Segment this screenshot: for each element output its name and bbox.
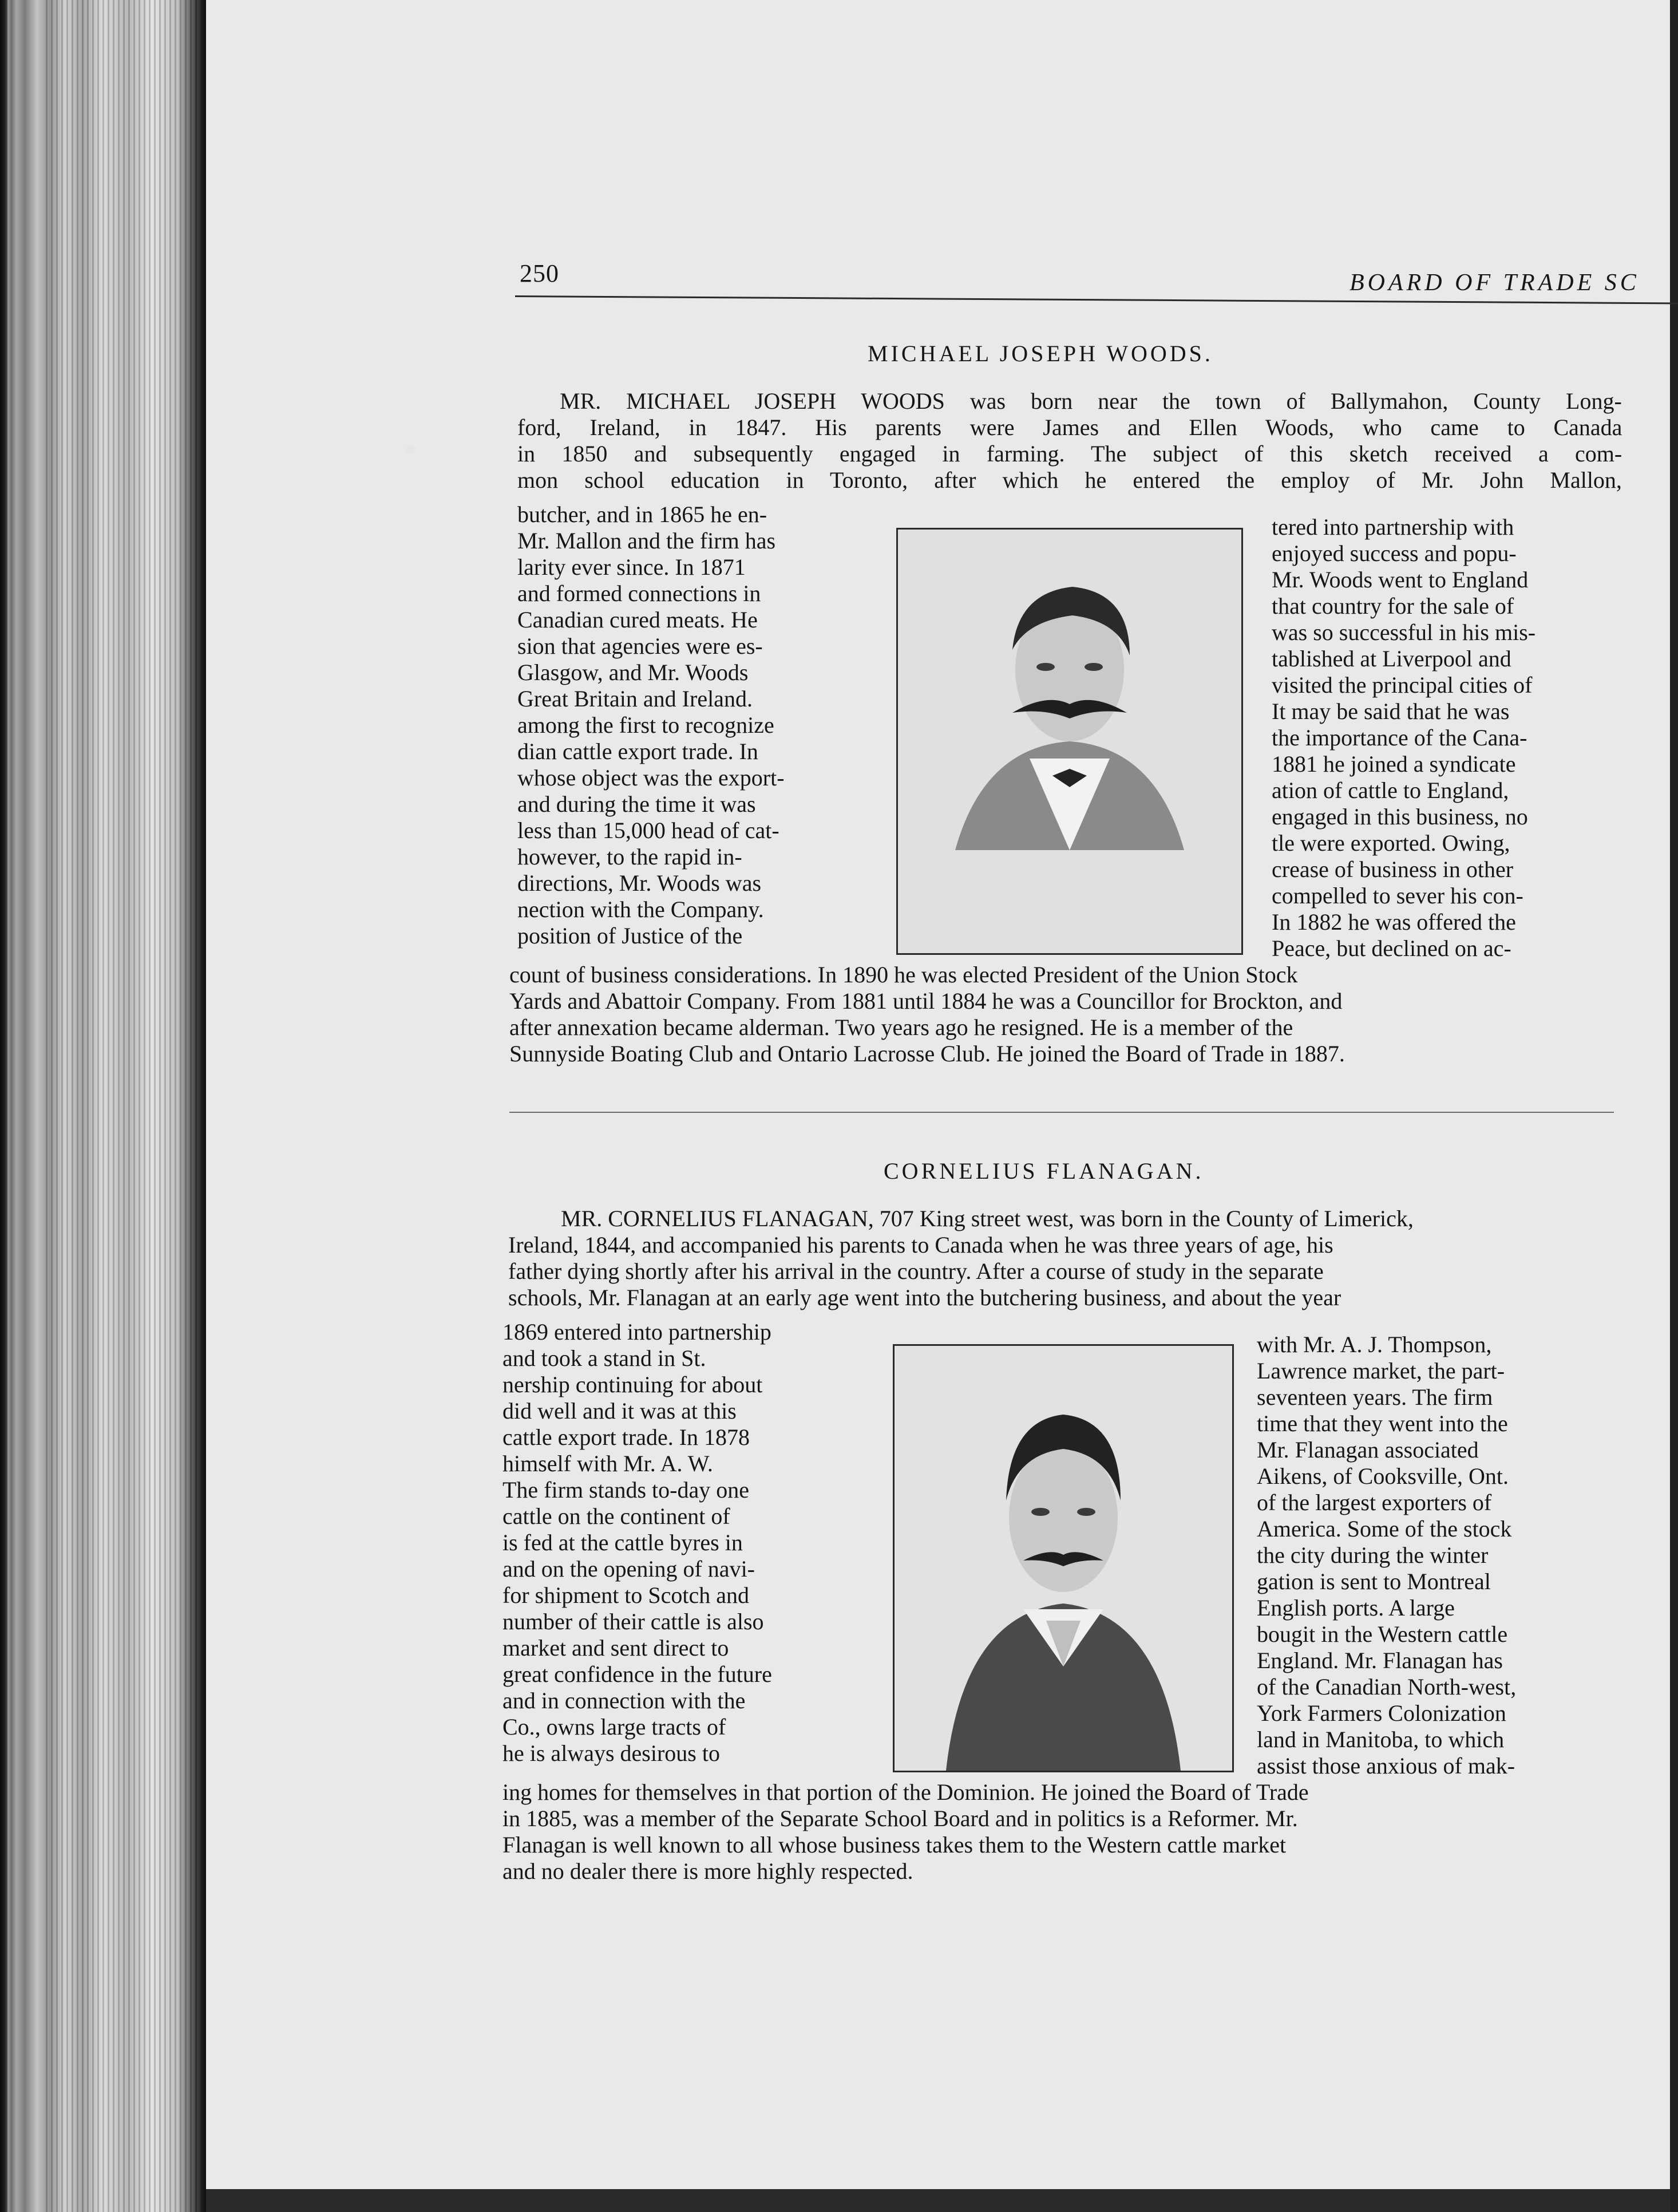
text-line: nection with the Company. <box>517 896 764 922</box>
text-line: in 1850 and subsequently engaged in farming. The subject of this sketch received a com- <box>517 441 1622 467</box>
text-line: Mr. Woods went to England <box>1272 567 1529 592</box>
text-line: of the largest exporters of <box>1257 1490 1492 1515</box>
text-line: directions, Mr. Woods was <box>517 870 762 896</box>
text-line: in 1885, was a member of the Separate School Board and in politics is a Reformer. Mr. <box>502 1806 1298 1831</box>
text-line: The firm stands to-day one <box>502 1477 749 1503</box>
text-line: was so successful in his mis- <box>1272 619 1536 645</box>
text-line: ation of cattle to England, <box>1272 777 1509 803</box>
paper-blemish <box>405 445 415 453</box>
text-line: Canadian cured meats. He <box>517 607 758 633</box>
page-bottom-shadow <box>206 2189 1678 2212</box>
text-line: Sunnyside Boating Club and Ontario Lacrosse Club. He joined the Board of Trade in 1887. <box>509 1041 1345 1066</box>
text-line: tablished at Liverpool and <box>1272 646 1511 672</box>
text-line: land in Manitoba, to which <box>1257 1727 1505 1752</box>
text-line: visited the principal cities of <box>1272 672 1533 698</box>
text-line: time that they went into the <box>1257 1411 1508 1436</box>
text-line: schools, Mr. Flanagan at an early age went into the butchering business, and about the year <box>508 1285 1341 1310</box>
right-page-edge <box>1670 0 1678 2212</box>
text-line: Peace, but declined on ac- <box>1272 935 1511 961</box>
page-edges <box>46 0 200 2212</box>
text-line: Yards and Abattoir Company. From 1881 until 1884 he was a Councillor for Brockton, and <box>509 988 1343 1014</box>
text-line: ing homes for themselves in that portion of the Dominion. He joined the Board of Trade <box>502 1779 1309 1805</box>
text-line: Mr. Mallon and the firm has <box>517 528 776 554</box>
text-line: of the Canadian North-west, <box>1257 1674 1517 1700</box>
text-line: and took a stand in St. <box>502 1345 706 1371</box>
text-line: larity ever since. In 1871 <box>517 554 746 580</box>
text-line: engaged in this business, no <box>1272 804 1528 830</box>
text-line: he is always desirous to <box>502 1740 720 1766</box>
text-line: Great Britain and Ireland. <box>517 686 753 712</box>
text-line: and no dealer there is more highly respected. <box>502 1858 913 1884</box>
text-line: himself with Mr. A. W. <box>502 1451 713 1476</box>
text-line: that country for the sale of <box>1272 593 1514 619</box>
text-line: and on the opening of navi- <box>502 1556 755 1582</box>
text-line: market and sent direct to <box>502 1635 729 1661</box>
text-line: 1881 he joined a syndicate <box>1272 751 1516 777</box>
text-line: among the first to recognize <box>517 712 774 738</box>
text-line: York Farmers Colonization <box>1257 1700 1506 1726</box>
text-line: however, to the rapid in- <box>517 844 742 870</box>
section-divider <box>509 1112 1614 1113</box>
text-line: count of business considerations. In 1890 he was elected President of the Union Stock <box>509 962 1298 988</box>
text-line: for shipment to Scotch and <box>502 1582 750 1608</box>
text-line: Glasgow, and Mr. Woods <box>517 659 749 685</box>
text-line: Flanagan is well known to all whose business takes them to the Western cattle market <box>502 1832 1287 1858</box>
text-line: Aikens, of Cooksville, Ont. <box>1257 1463 1509 1489</box>
section-heading-flanagan: CORNELIUS FLANAGAN. <box>884 1158 1204 1184</box>
text-line: position of Justice of the <box>517 923 743 949</box>
text-line: and in connection with the <box>502 1688 746 1713</box>
text-line: ford, Ireland, in 1847. His parents were James and Ellen Woods, who came to Canada <box>517 414 1622 440</box>
text-line: father dying shortly after his arrival in the country. After a course of study in the separate <box>508 1258 1324 1284</box>
text-line: and formed connections in <box>517 580 761 606</box>
text-line: tle were exported. Owing, <box>1272 830 1510 856</box>
running-header: BOARD OF TRADE SC <box>1349 270 1640 296</box>
text-line: tered into partnership with <box>1272 514 1514 540</box>
text-line: gation is sent to Montreal <box>1257 1569 1491 1594</box>
text-line: is fed at the cattle byres in <box>502 1530 743 1555</box>
text-line: dian cattle export trade. In <box>517 738 758 764</box>
text-line: It may be said that he was <box>1272 698 1510 724</box>
text-line: crease of business in other <box>1272 856 1514 882</box>
text-line: MR. CORNELIUS FLANAGAN, 707 King street west, was born in the County of Limerick, <box>561 1206 1414 1231</box>
text-line: compelled to sever his con- <box>1272 883 1523 908</box>
page-number: 250 <box>520 259 559 287</box>
text-line: MR. MICHAEL JOSEPH WOODS was born near the town of Ballymahon, County Long- <box>560 388 1622 414</box>
section-heading-woods: MICHAEL JOSEPH WOODS. <box>868 341 1213 366</box>
text-line: with Mr. A. J. Thompson, <box>1257 1332 1492 1357</box>
text-line: America. Some of the stock <box>1257 1516 1512 1542</box>
book-page <box>206 0 1678 2212</box>
text-line: whose object was the export- <box>517 765 785 791</box>
text-line: cattle on the continent of <box>502 1503 730 1529</box>
text-line: number of their cattle is also <box>502 1609 764 1634</box>
text-line: great confidence in the future <box>502 1661 772 1687</box>
text-line: English ports. A large <box>1257 1595 1455 1621</box>
text-line: In 1882 he was offered the <box>1272 909 1516 935</box>
text-line: mon school education in Toronto, after which he entered the employ of Mr. John Mallon, <box>517 467 1622 493</box>
text-line: Lawrence market, the part- <box>1257 1358 1505 1384</box>
text-line: seventeen years. The firm <box>1257 1384 1493 1410</box>
text-line: the city during the winter <box>1257 1542 1489 1568</box>
text-line: England. Mr. Flanagan has <box>1257 1648 1503 1673</box>
text-line: Ireland, 1844, and accompanied his parents to Canada when he was three years of age, his <box>508 1232 1333 1258</box>
text-line: assist those anxious of mak- <box>1257 1753 1515 1779</box>
text-line: bougit in the Western cattle <box>1257 1621 1508 1647</box>
text-line: Mr. Flanagan associated <box>1257 1437 1479 1463</box>
text-line: less than 15,000 head of cat- <box>517 817 779 843</box>
text-line: enjoyed success and popu- <box>1272 540 1517 566</box>
text-line: and during the time it was <box>517 791 756 817</box>
portrait-flanagan <box>893 1344 1234 1772</box>
text-line: butcher, and in 1865 he en- <box>517 501 767 527</box>
text-line: 1869 entered into partnership <box>502 1319 771 1345</box>
portrait-woods <box>896 528 1243 955</box>
text-line: Co., owns large tracts of <box>502 1714 726 1740</box>
text-line: did well and it was at this <box>502 1398 737 1424</box>
text-line: sion that agencies were es- <box>517 633 763 659</box>
text-line: cattle export trade. In 1878 <box>502 1424 750 1450</box>
text-line: the importance of the Cana- <box>1272 725 1527 750</box>
text-line: after annexation became alderman. Two years ago he resigned. He is a member of the <box>509 1014 1293 1040</box>
text-line: nership continuing for about <box>502 1372 763 1397</box>
